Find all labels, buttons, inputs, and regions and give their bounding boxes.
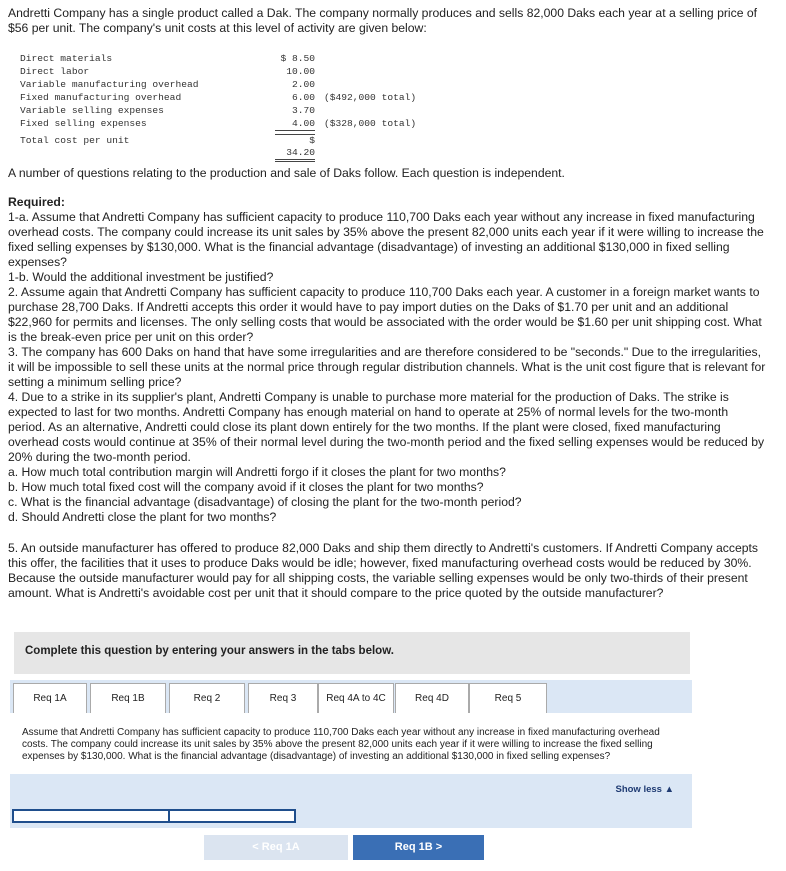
next-req-1b-button[interactable]: Req 1B >	[353, 835, 484, 860]
cost-row-total	[20, 134, 440, 158]
cost-label: Fixed selling expenses	[20, 118, 147, 129]
tab-req-4d[interactable]: Req 4D	[395, 683, 469, 715]
cost-amount: 10.00	[286, 66, 315, 77]
tab-req-1a[interactable]: Req 1A	[13, 683, 87, 715]
intro-text: Andretti Company has a single product called a Dak. The company normally produces and sells 82,000 Daks each year at a selling price of $56 per unit. The company's unit costs at this level of activity are given below:	[8, 6, 758, 35]
cost-row-fixed-mfg-overhead	[20, 91, 440, 104]
show-less-link[interactable]: Show less ▲	[615, 784, 674, 795]
question-5: 5. An outside manufacturer has offered to produce 82,000 Daks and ship them directly to Andretti's customers. If Andretti Company accepts this offer, the facilities that it uses to produce Daks would be idle; however, fixed manufacturing overhead costs would be reduced by 30%. Because the outside manufacturer would pay for all shipping costs, the variable selling expenses would be only two-thirds of their present amount. What is Andretti's avoidable cost per unit that it should compare to the price quoted by the outside manufacturer?	[8, 541, 759, 600]
question-4a: a. How much total contribution margin will Andretti forgo if it closes the plant for two months?	[8, 465, 506, 479]
cost-label: Direct materials	[20, 53, 113, 64]
cost-note: ($492,000 total)	[324, 92, 417, 103]
required-heading: Required:	[8, 195, 65, 209]
cost-row-fixed-selling	[20, 117, 440, 130]
prev-req-1a-button[interactable]: < Req 1A	[204, 835, 348, 860]
question-4c: c. What is the financial advantage (disadvantage) of closing the plant for the two-month period?	[8, 495, 522, 509]
question-4b: b. How much total fixed cost will the company avoid if it closes the plant for two months?	[8, 480, 484, 494]
cost-row-variable-mfg-overhead	[20, 78, 440, 91]
complete-instruction-text: Complete this question by entering your answers in the tabs below.	[25, 645, 394, 657]
cost-row-variable-selling	[20, 104, 440, 117]
cost-amount: $ 34.20	[275, 134, 315, 162]
complete-instruction-box	[14, 632, 690, 674]
answer-label-input[interactable]	[12, 809, 170, 823]
tab-req-3[interactable]: Req 3	[248, 683, 318, 715]
answer-tabs-panel	[10, 680, 692, 828]
unit-cost-table	[20, 52, 440, 158]
independent-note: A number of questions relating to the production and sale of Daks follow. Each question is independent.	[8, 166, 565, 180]
question-2: 2. Assume again that Andretti Company has sufficient capacity to produce 110,700 Daks each year. A customer in a foreign market wants to purchase 28,700 Daks. If Andretti accepts this order it would have to pay import duties on the Daks of $1.70 per unit and an additional $22,960 for permits and licenses. The only selling costs that would be associated with the order would be $1.60 per unit shipping cost. What is the break-even price per unit on this order?	[8, 285, 762, 344]
cost-row-direct-materials	[20, 52, 440, 65]
cost-label: Variable manufacturing overhead	[20, 79, 199, 90]
cost-note: ($328,000 total)	[324, 118, 417, 129]
cost-amount: 3.70	[291, 105, 315, 116]
tab-req-4a-to-4c[interactable]: Req 4A to 4C	[318, 683, 394, 715]
cost-row-direct-labor	[20, 65, 440, 78]
required-section	[8, 195, 768, 525]
cost-label: Direct labor	[20, 66, 90, 77]
question-4d: d. Should Andretti close the plant for two months?	[8, 510, 277, 524]
question-1a: 1-a. Assume that Andretti Company has sufficient capacity to produce 110,700 Daks each year without any increase in fixed manufacturing overhead costs. The company could increase its unit sales by 35% above the present 82,000 units each year if it were willing to increase the fixed selling expenses by $130,000. What is the financial advantage (disadvantage) of investing an additional $130,000 in fixed selling expenses?	[8, 210, 764, 269]
cost-amount: 4.00	[275, 117, 315, 131]
cost-amount: 2.00	[291, 79, 315, 90]
cost-label: Variable selling expenses	[20, 105, 164, 116]
cost-label: Total cost per unit	[20, 135, 130, 146]
cost-amount: 6.00	[291, 92, 315, 103]
tab-req-2[interactable]: Req 2	[169, 683, 245, 715]
question-4: 4. Due to a strike in its supplier's plant, Andretti Company is unable to purchase more material for the production of Daks. The strike is expected to last for two months. Andretti Company has enough material on hand to operate at 25% of normal levels for the two-month period. As an alternative, Andretti could close its plant down entirely for the two months. If the plant were closed, fixed manufacturing overhead costs would continue at 35% of their normal level during the two-month period and the fixed selling expenses would be reduced by 20% during the two-month period.	[8, 390, 765, 464]
cost-amount: $ 8.50	[280, 53, 315, 64]
answer-amount-input[interactable]	[168, 809, 296, 823]
tab-question-text: Assume that Andretti Company has sufficient capacity to produce 110,700 Daks each year without any increase in fixed manufacturing overhead costs. The company could increase its unit sales by 35% above the present 82,000 units each year if it were willing to increase the fixed selling expenses by $130,000. What is the financial advantage (disadvantage) of investing an additional $130,000 in fixed selling expenses?	[22, 727, 660, 762]
cost-label: Fixed manufacturing overhead	[20, 92, 182, 103]
question-3: 3. The company has 600 Daks on hand that have some irregularities and are therefore considered to be "seconds." Due to the irregularities, it will be impossible to sell these units at the normal price through regular distribution channels. What is the unit cost figure that is relevant for setting a minimum selling price?	[8, 345, 766, 389]
question-1b: 1-b. Would the additional investment be justified?	[8, 270, 274, 284]
tab-req-1a-content	[10, 713, 692, 762]
tab-req-1b[interactable]: Req 1B	[90, 683, 166, 715]
tab-req-5[interactable]: Req 5	[469, 683, 547, 715]
